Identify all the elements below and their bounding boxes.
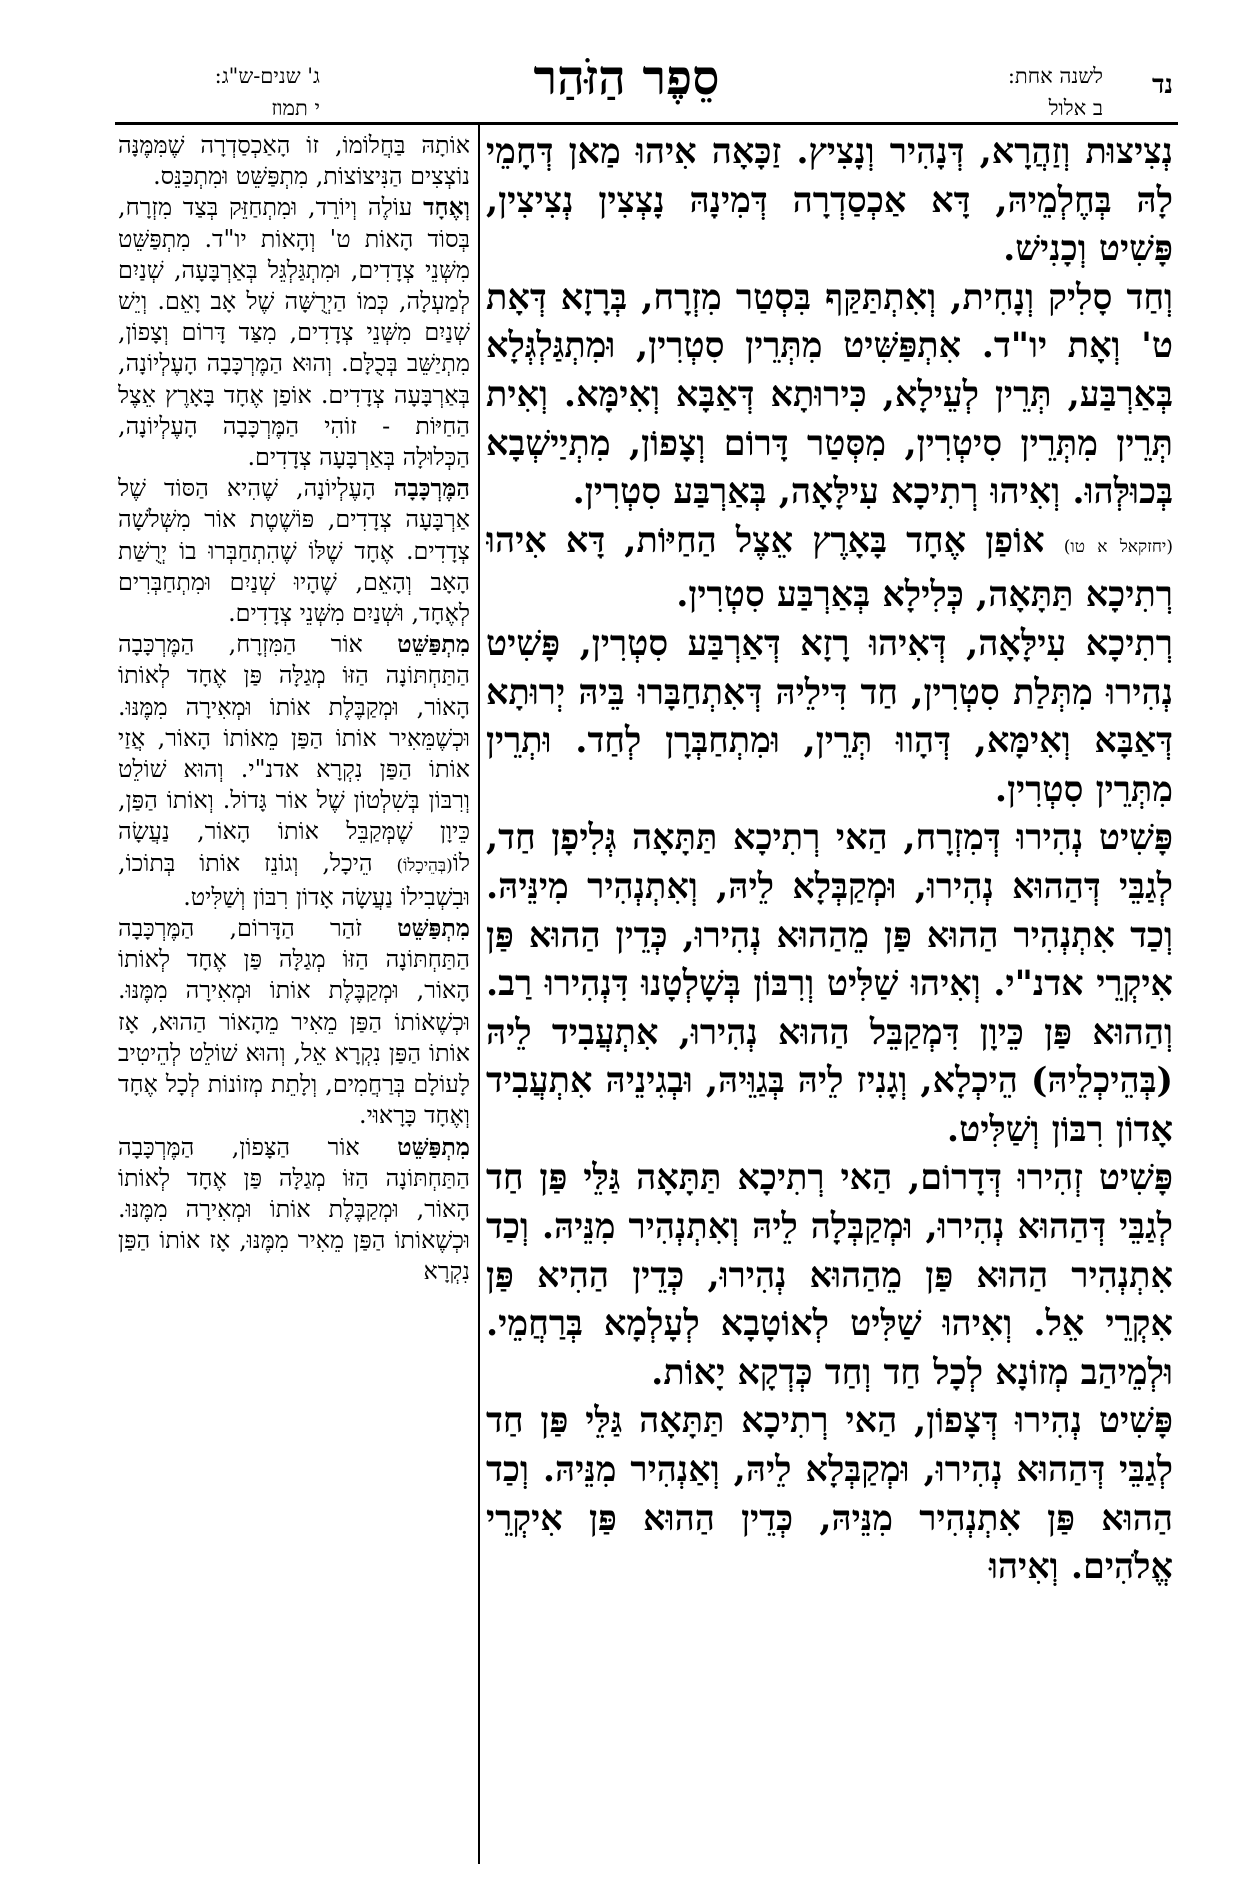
paragraph-text: אוֹתָהּ בַּחֲלוֹמוֹ, זוֹ הָאַכְסַדְרָה שֶׁמִּמֶּנָּה נוֹצְצִים הַנִּיצוֹצוֹת, מִתְפַּשֵּׁט וּמִתְכַּנֵּס. xyxy=(118,131,470,191)
side-column-hebrew-translation xyxy=(118,130,470,1875)
paragraph-opening-word: מִתְפַּשֵּׁט xyxy=(397,1132,470,1161)
main-paragraph xyxy=(486,1154,1173,1397)
side-paragraph xyxy=(118,629,470,913)
paragraph-text: עוֹלֶה וְיוֹרֵד, וּמִתְחַזֵּק בְּצַד מִזְרָח, בְּסוֹד הָאוֹת ט' וְהָאוֹת יו"ד. מִתְפַּשֵּׁט מִשְּׁנֵי צְדָדִים, וּמִתְגַּלְגֵּל בְּאַרְבָּעָה, שְׁנַיִם לְמַעְלָה, כְּמוֹ הַיְרֻשָּׁה שֶׁל אָב וָאֵם. וְיֵשׁ שְׁנַיִם מִשְּׁנֵי צְדָדִים, מִצַּד דָּרוֹם וְצָפוֹן, מִתְיַשֵּׁב בְּכֻלָּם. וְהוּא הַמֶּרְכָּבָה הָעֶלְיוֹנָה, בְּאַרְבָּעָה צְדָדִים. אוֹפַן אֶחָד בָּאָרֶץ אֵצֶל הַחַיּוֹת - זוֹהִי הַמֶּרְכָּבָה הָעֶלְיוֹנָה, הַכְּלוּלָה בְּאַרְבָּעָה צְדָדִים. xyxy=(118,193,470,472)
paragraph-text: הָעֶלְיוֹנָה, שֶׁהִיא הַסּוֹד שֶׁל אַרְבָּעָה צְדָדִים, פּוֹשֶׁטֶת אוֹר מִשְּׁלֹשָׁה צְדָדִים. אֶחָד שֶׁלּוֹ שֶׁהִתְחַבְּרוּ בוֹ יְרֻשַּׁת הָאָב וְהָאֵם, שֶׁהָיוּ שְׁנַיִם וּמִתְחַבְּרִים לְאֶחָד, וּשְׁנַיִם מִשְּׁנֵי צְדָדִים. xyxy=(118,474,470,628)
header-right-line1: לשנה אחת: xyxy=(1007,64,1103,88)
main-paragraph xyxy=(486,274,1173,517)
header-left-line2: י תמוז xyxy=(271,96,320,120)
paragraph-opening-word: פָּשִׁיט xyxy=(1098,1157,1173,1199)
paragraph-opening-word: הַמֶּרְכָּבָה xyxy=(393,474,470,503)
book-title: סֵפֶר הַזֹּהַר xyxy=(533,50,720,106)
side-paragraph xyxy=(118,1132,470,1288)
paragraph-text: סָלִיק וְנָחִית, וְאִתְתַּקַּף בִּסְטַר מִזְרָח, בְּרָזָא דְּאָת ט' וְאָת יו"ד. אִתְפַּשִּׁיט מִתְּרֵין סִטְרִין, וּמִתְגַּלְגְּלָא בְּאַרְבַּע, תְּרֵין לְעֵילָא, כִּירוּתָא דְּאַבָּא וְאִימָּא. וְאִית תְּרֵין מִתְּרֵין סִיטְרִין, מִסְּטַר דָּרוֹם וְצָפוֹן, מִתְיַישְׁבָא בְּכוּלְּהוּ. וְאִיהוּ רְתִיכָא עִילָּאָה, בְּאַרְבַּע סִטְרִין. xyxy=(486,276,1173,513)
page-number: נד xyxy=(1152,70,1173,100)
paragraph-opening-word: פָּשִׁיט xyxy=(1098,1400,1173,1442)
side-paragraph xyxy=(118,913,470,1131)
main-paragraph xyxy=(486,1397,1173,1591)
source-reference: (יחזקאל א טו) xyxy=(1063,536,1173,557)
paragraph-text-continued: אוֹפַן אֶחָד בָּאָרֶץ אֵצֶל הַחַיּוֹת, דָּא אִיהוּ רְתִיכָא תַּתָּאָה, כְּלִילָא בְּאַרְבַּע סִטְרִין. xyxy=(486,519,1173,616)
paragraph-text: נְהִירוּ דְּמִזְרָח, הַאי רְתִיכָא תַּתָּאָה גְּלִיפָן חַד, לְגַבֵּי דְּהַהוּא נְהִירוּ, וּמְקַבְּלָא לֵיהּ, וְאִתְנְהִיר מִינֵּיהּ. וְכַד אִתְנְהִיר הַהוּא פַּן מֵהַהוּא נְהִירוּ, כְּדֵין הַהוּא פַּן אִיקְרֵי אדנ"י. וְאִיהוּ שַׁלִּיט וְרִבּוֹן בְּשָׁלְטָנוּ דִּנְהִירוּ רַב. וְהַהוּא פַּן כֵּיוָן דִּמְקַבֵּל הַהוּא נְהִירוּ, אִתְעֲבִיד לֵיהּ (בְּהֵיכְלֵיהּ) הֵיכְלָא, וְגָנִיז לֵיהּ בְּגַוֵּיהּ, וּבְגִינֵיהּ אִתְעֲבִיד אָדוֹן רִבּוֹן וְשַׁלִּיט. xyxy=(486,817,1173,1150)
paragraph-opening-word: רְתִיכָא xyxy=(1085,622,1173,664)
paragraph-text: נְהִירוּ דְּצָפוֹן, הַאי רְתִיכָא תַּתָּאָה גַּלֵּי פַּן חַד לְגַבֵּי דְּהַהוּא נְהִירוּ, וּמְקַבְּלָא לֵיהּ, וְאַנְהִיר מִנֵּיהּ. וְכַד הַהוּא פַּן אִתְנְהִיר מִנֵּיהּ, כְּדֵין הַהוּא פַּן אִיקְרֵי אֱלֹהִים. וְאִיהוּ xyxy=(486,1400,1173,1588)
paragraph-text: עִילָּאָה, דְּאִיהוּ רָזָא דְּאַרְבַּע סִטְרִין, פָּשִׁיט נְהִירוּ מִתְּלַת סִטְרִין, חַד דִּילֵיהּ דְּאִתְחַבָּרוּ בֵּיהּ יְרוּתָא דְּאַבָּא וְאִימָּא, דְּהָווּ תְּרֵין, וּמִתְחַבְּרָן לְחַד. וּתְרֵין מִתְּרֵין סִטְרִין. xyxy=(486,622,1173,810)
paragraph-opening-word: מִתְפַּשֵּׁט xyxy=(397,630,470,659)
paragraph-text: אוֹר הַמִּזְרָח, הַמֶּרְכָּבָה הַתַּחְתּוֹנָה הַזּוֹ מְגַלָּה פַּן אֶחָד לְאוֹתוֹ הָאוֹר, וּמְקַבֶּלֶת אוֹתוֹ וּמְאִירָה מִמֶּנּוּ. וּכְשֶׁמֵּאִיר אוֹתוֹ הַפַּן מֵאוֹתוֹ הָאוֹר, אֲזַי אוֹתוֹ הַפַּן נִקְרָא אדנ"י. וְהוּא שׁוֹלֵט וְרִבּוֹן בְּשִׁלְטוֹן שֶׁל אוֹר גָּדוֹל. וְאוֹתוֹ הַפַּן, כֵּיוָן שֶׁמְּקַבֵּל אוֹתוֹ הָאוֹר, נַעֲשָׂה לוֹ xyxy=(118,630,470,877)
paragraph-opening-word: וְחַד xyxy=(1126,276,1173,318)
main-column-aramaic xyxy=(486,128,1173,1873)
side-paragraph xyxy=(118,473,470,629)
column-divider xyxy=(478,124,480,1864)
header-left xyxy=(120,60,320,124)
main-paragraph xyxy=(486,517,1173,620)
header-left-line1: ג' שנים-ש"ג: xyxy=(214,64,320,88)
paragraph-opening-word: פָּשִׁיט xyxy=(1098,817,1173,859)
main-paragraph xyxy=(486,814,1173,1154)
paragraph-opening-word: וְאֶחָד xyxy=(423,193,470,222)
header-rule xyxy=(115,122,1178,125)
main-paragraph xyxy=(486,128,1173,274)
header-right-line2: ב אלול xyxy=(1048,96,1103,120)
paragraph-text: נְצִיצוּת וְזַהֲרָא, דְּנָהִיר וְנָצִיץ. זַכָּאָה אִיהוּ מַאן דְּחָמֵי לָהּ בְּחֶלְמֵיהּ, דָּא אַכְסַדְרָה דְּמִינָהּ נָצְצִין נְצִיצִין, פָּשִׁיט וְכָנִישׁ. xyxy=(486,131,1173,270)
main-paragraph xyxy=(486,620,1173,814)
source-reference: (בְּהֵיכָלוֹ) xyxy=(396,855,453,876)
paragraph-text: אוֹר הַצָּפוֹן, הַמֶּרְכָּבָה הַתַּחְתּוֹנָה הַזּוֹ מְגַלָּה פַּן אֶחָד לְאוֹתוֹ הָאוֹר, וּמְקַבֶּלֶת אוֹתוֹ וּמְאִירָה מִמֶּנּוּ. וּכְשֶׁאוֹתוֹ הַפַּן מֵאִיר מִמֶּנּוּ, אָז אוֹתוֹ הַפַּן נִקְרָא xyxy=(118,1132,470,1286)
paragraph-text: זְהִירוּ דְּדָרוֹם, הַאי רְתִיכָא תַּתָּאָה גַּלֵּי פַּן חַד לְגַבֵּי דְּהַהוּא נְהִירוּ, וּמְקַבְּלָה לֵיהּ וְאִתְנְהִיר מִנֵּיהּ. וְכַד אִתְנְהִיר הַהוּא פַּן מֵהַהוּא נְהִירוּ, כְּדֵין הַהִיא פַּן אִקְרֵי אֵל. וְאִיהוּ שַׁלִּיט לְאוֹטָבָא לְעָלְמָא בְּרַחֲמֵי. וּלְמֵיהַב מְזוֹנָא לְכָל חַד וְחַד כְּדְקָא יָאוֹת. xyxy=(486,1157,1173,1393)
side-paragraph xyxy=(118,192,470,473)
paragraph-text-continued: הֵיכָל, וְגוֹנֵז אוֹתוֹ בְּתוֹכוֹ, וּבִשְׁבִילוֹ נַעֲשָׂה אָדוֹן רִבּוֹן וְשַׁלִּיט. xyxy=(118,848,470,911)
paragraph-text: זֹהַר הַדָּרוֹם, הַמֶּרְכָּבָה הַתַּחְתּוֹנָה הַזּוֹ מְגַלָּה פַּן אֶחָד לְאוֹתוֹ הָאוֹר, וּמְקַבֶּלֶת אוֹתוֹ וּמְאִירָה מִמֶּנּוּ. וּכְשֶׁאוֹתוֹ הַפַּן מֵאִיר מֵהָאוֹר הַהוּא, אָז אוֹתוֹ הַפַּן נִקְרָא אֵל, וְהוּא שׁוֹלֵט לְהֵיטִיב לָעוֹלָם בְּרַחֲמִים, וְלָתֵת מְזוֹנוֹת לְכָל אֶחָד וְאֶחָד כָּרָאוּי. xyxy=(118,914,470,1130)
paragraph-opening-word: מִתְפַּשֵּׁט xyxy=(397,914,470,943)
side-paragraph xyxy=(118,130,470,192)
